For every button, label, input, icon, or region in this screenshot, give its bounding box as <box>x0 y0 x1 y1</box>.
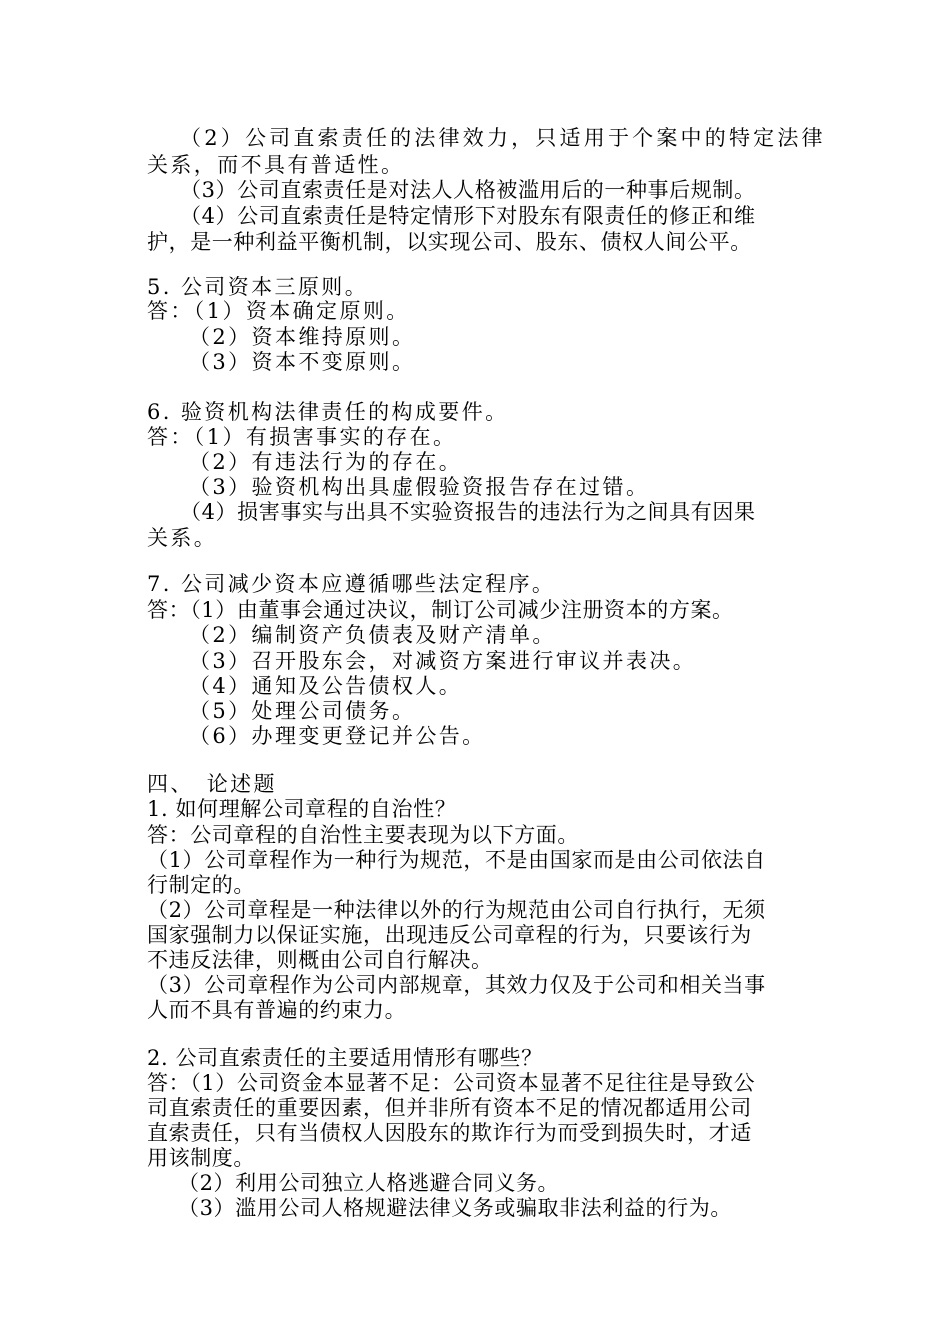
text-line: 关系。 <box>147 526 218 550</box>
text-line: （3）资本不变原则。 <box>189 350 416 374</box>
text-line: （3）验资机构出具虚假验资报告存在过错。 <box>189 475 650 499</box>
question-heading: 2. 公司直索责任的主要适用情形有哪些？ <box>147 1046 543 1070</box>
text-line: 人而不具有普遍的约束力。 <box>147 998 407 1022</box>
text-line: （2）公司直索责任的法律效力，只适用于个案中的特定法律 <box>180 126 826 150</box>
question-heading: 6. 验资机构法律责任的构成要件。 <box>147 400 509 424</box>
text-line: （3）召开股东会，对减资方案进行审议并表决。 <box>189 649 697 673</box>
text-line: （2）编制资产负债表及财产清单。 <box>189 623 556 647</box>
text-line: 答：（1）有损害事实的存在。 <box>147 425 457 449</box>
text-line: （2）利用公司独立人格逃避合同义务。 <box>178 1171 560 1195</box>
text-line: （2）有违法行为的存在。 <box>189 450 463 474</box>
text-line: 用该制度。 <box>147 1146 255 1170</box>
text-line: （6）办理变更登记并公告。 <box>189 724 486 748</box>
text-line: （2）公司章程是一种法律以外的行为规范由公司自行执行，无须 <box>147 898 766 922</box>
text-line: 答：（1）由董事会通过决议，制订公司减少注册资本的方案。 <box>147 598 734 622</box>
text-line: 行制定的。 <box>147 873 255 897</box>
text-line: （1）公司章程作为一种行为规范，不是由国家而是由公司依法自 <box>147 848 766 872</box>
text-line: （3）滥用公司人格规避法律义务或骗取非法利益的行为。 <box>178 1196 732 1220</box>
text-line: 国家强制力以保证实施，出现违反公司章程的行为，只要该行为 <box>147 923 752 947</box>
text-line: （3）公司章程作为公司内部规章，其效力仅及于公司和相关当事 <box>147 973 766 997</box>
text-line: 答：（1）资本确定原则。 <box>147 299 410 323</box>
text-line: （3）公司直索责任是对法人人格被滥用后的一种事后规制。 <box>180 178 756 202</box>
text-line: 答：（1）公司资金本显著不足：公司资本显著不足往往是导致公 <box>147 1071 756 1095</box>
text-line: （4）损害事实与出具不实验资报告的违法行为之间具有因果 <box>180 500 756 524</box>
text-line: （2）资本维持原则。 <box>189 325 416 349</box>
section-heading: 四、 论述题 <box>147 772 277 796</box>
text-line: 护，是一种利益平衡机制，以实现公司、股东、债权人间公平。 <box>147 230 752 254</box>
text-line: （4）公司直索责任是特定情形下对股东有限责任的修正和维 <box>180 204 756 228</box>
text-line: 不违反法律，则概由公司自行解决。 <box>147 948 493 972</box>
text-line: 关系，而不具有普适性。 <box>147 153 405 177</box>
text-line: （5）处理公司债务。 <box>189 699 416 723</box>
question-heading: 5. 公司资本三原则。 <box>147 275 369 299</box>
text-line: （4）通知及公告债权人。 <box>189 674 463 698</box>
question-heading: 1. 如何理解公司章程的自治性？ <box>147 797 457 821</box>
text-line: 直索责任，只有当债权人因股东的欺诈行为而受到损失时，才适 <box>147 1121 752 1145</box>
question-heading: 7. 公司减少资本应遵循哪些法定程序。 <box>147 572 556 596</box>
text-line: 答：公司章程的自治性主要表现为以下方面。 <box>147 823 579 847</box>
text-line: 司直索责任的重要因素，但并非所有资本不足的情况都适用公司 <box>147 1096 752 1120</box>
